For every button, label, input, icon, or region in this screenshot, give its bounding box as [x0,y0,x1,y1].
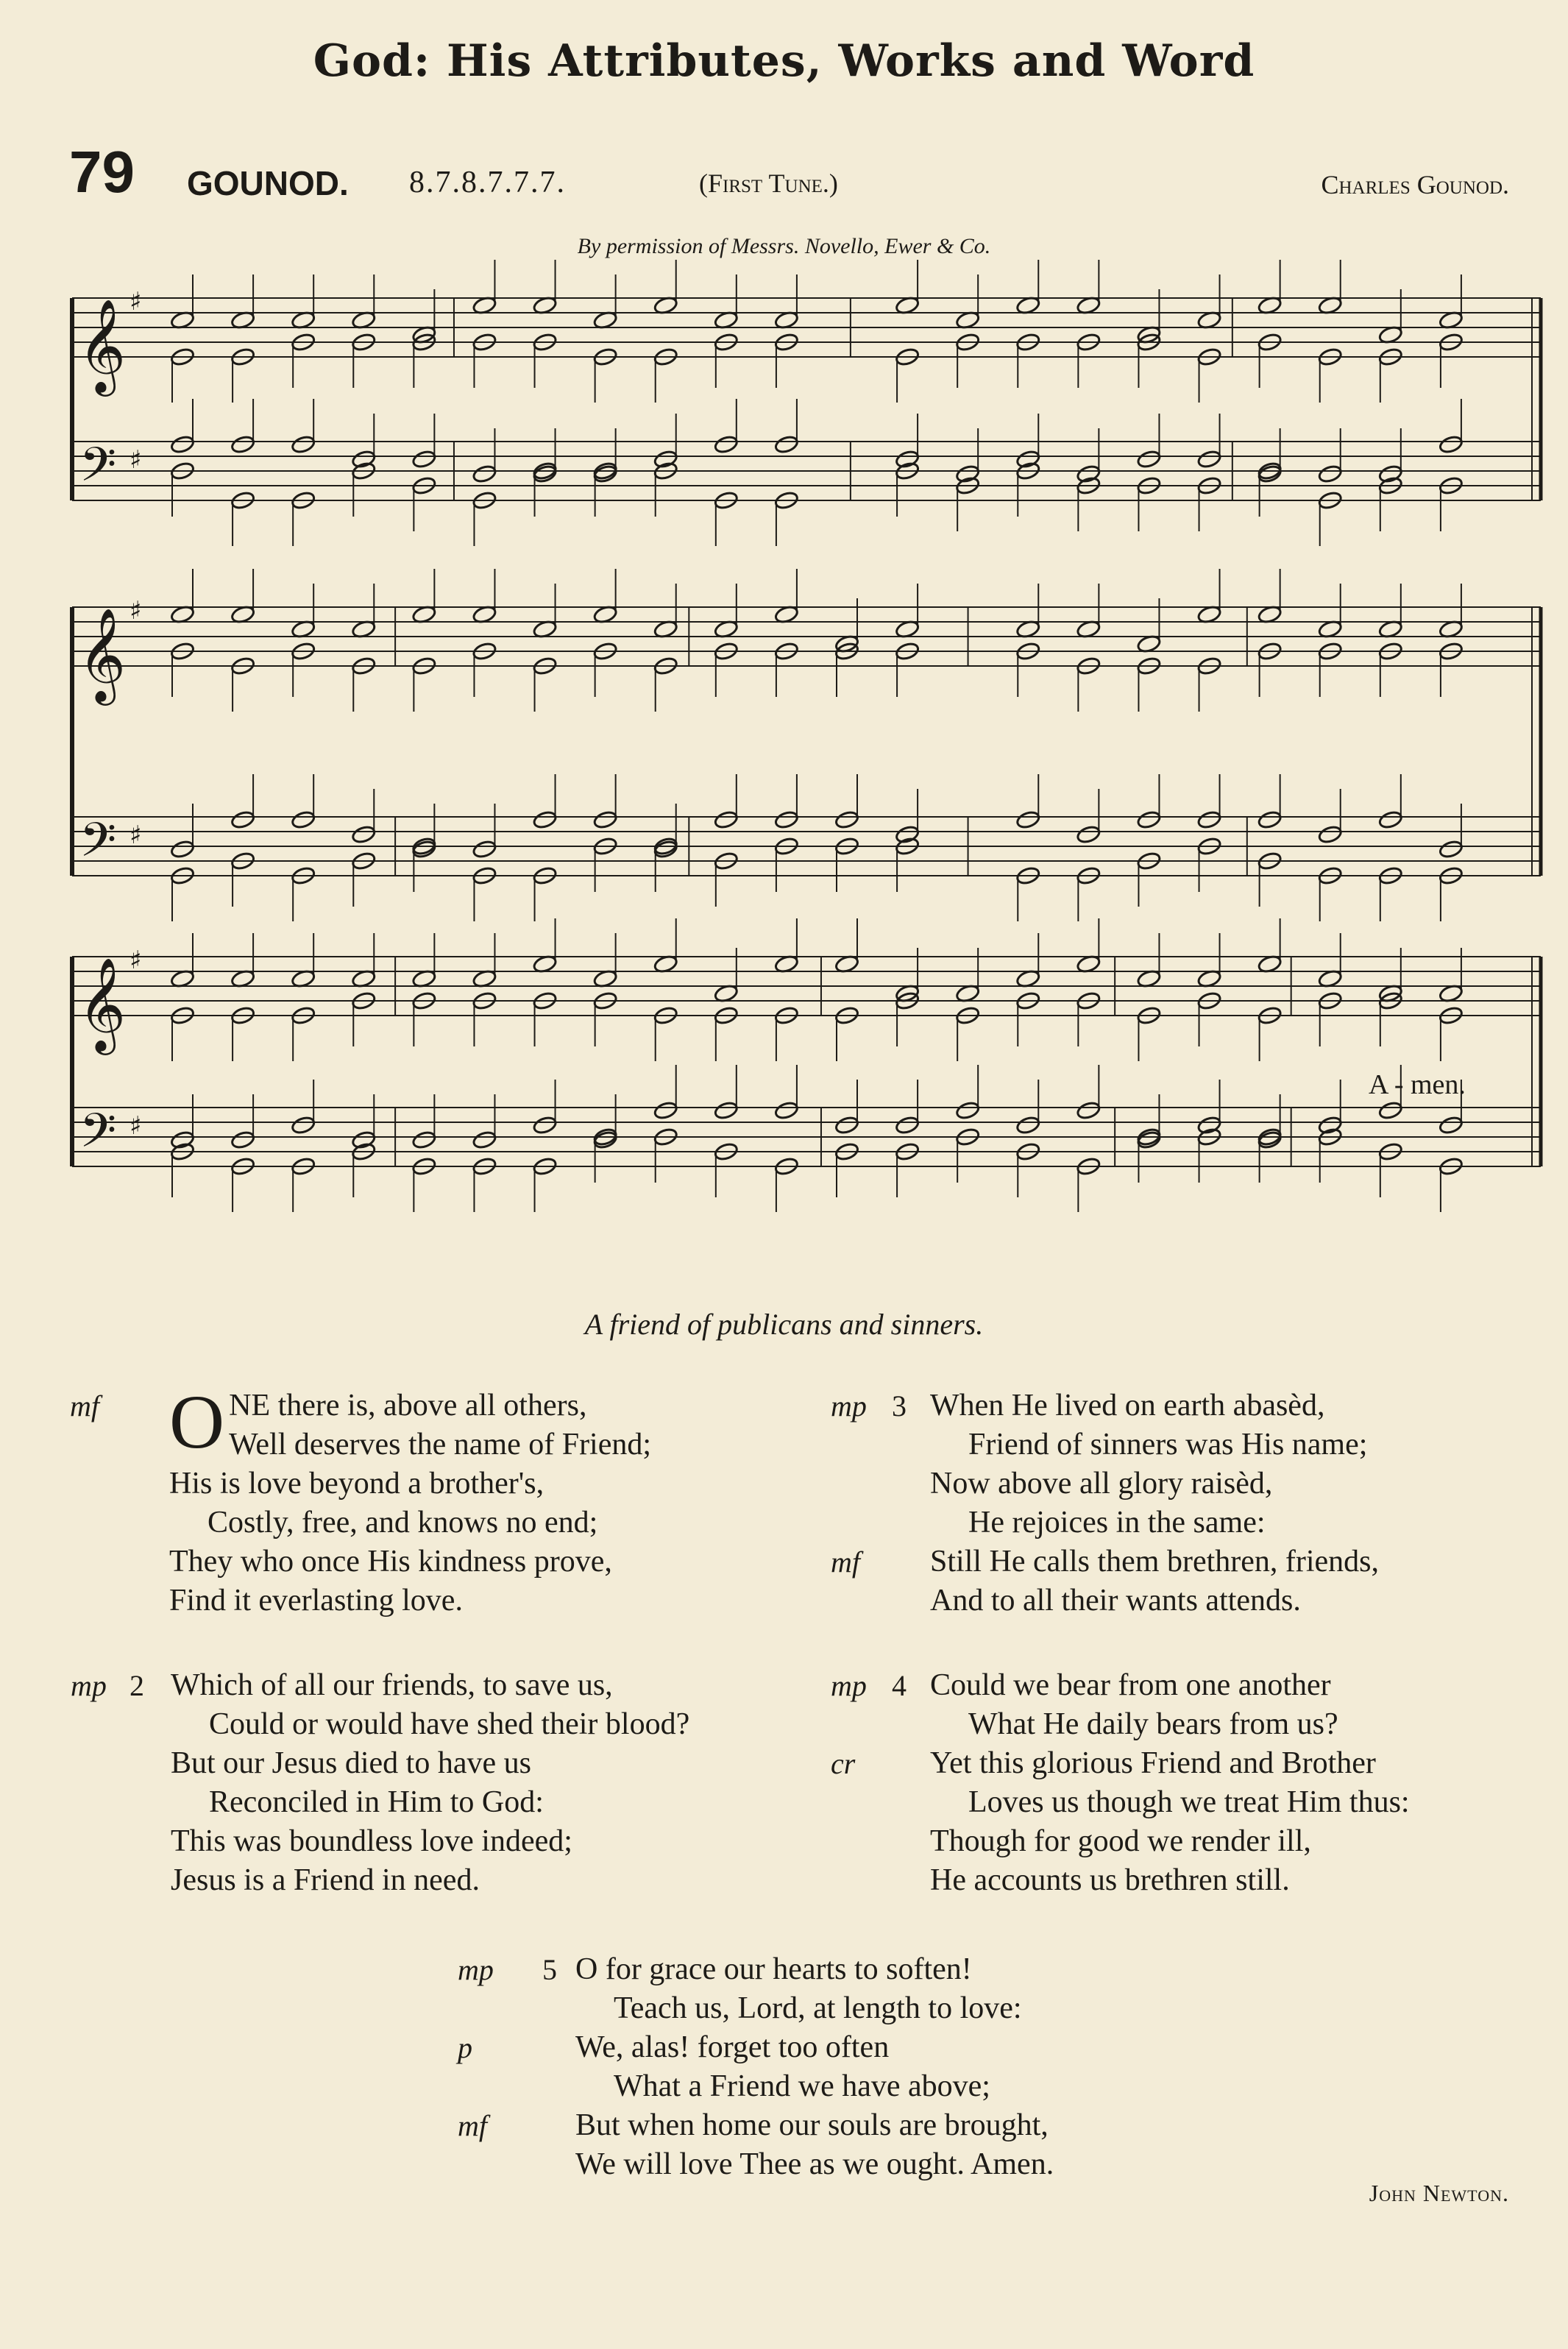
note-head [230,809,255,829]
key-signature-sharp: ♯ [130,821,142,850]
verse-line: Still He calls them brethren, friends, [930,1545,1380,1579]
verse-line: What He daily bears from us? [968,1707,1338,1741]
note-head [592,809,617,829]
permission-note: By permission of Messrs. Novello, Ewer & Co. [577,234,991,258]
note-head [774,809,799,829]
verse-line: Find it everlasting love. [169,1584,463,1618]
note-head [1378,1100,1403,1120]
verse-line: Reconciled in Him to God: [209,1785,544,1819]
verse-line: Could we bear from one another [930,1668,1331,1702]
note-head [1136,449,1161,469]
note-head [1076,824,1101,844]
note-head [1257,809,1282,829]
verse-line: We, alas! forget too often [575,2030,890,2064]
verse-line: His is love beyond a brother's, [169,1467,544,1501]
verse-line: Teach us, Lord, at length to love: [614,1991,1022,2025]
key-signature-sharp: ♯ [130,445,142,475]
note-head [532,809,557,829]
note-head [714,434,739,454]
note-head [1438,839,1464,859]
note-head [1438,434,1464,454]
hymn-number: 79 [69,139,135,205]
note-head [472,464,497,483]
note-head [1318,824,1343,844]
verse-5 [458,1950,1296,2184]
note-head [653,1100,678,1120]
dynamic-mark: mp [458,1953,494,1986]
note-head [472,1130,497,1149]
composer: Charles Gounod. [1321,170,1509,199]
note-head [291,1115,316,1135]
verse-1 [70,1380,802,1620]
dynamic-mark: mp [831,1669,867,1702]
dynamic-mark: mf [70,1389,99,1422]
note-head [774,434,799,454]
verse-line: O for grace our hearts to soften! [575,1952,972,1986]
dynamic-mark: mp [71,1669,107,1702]
tune-name: GOUNOD. [187,164,349,202]
verse-line: But our Jesus died to have us [171,1746,531,1780]
verse-line: Costly, free, and knows no end; [207,1506,598,1540]
verse-line: When He lived on earth abasèd, [930,1389,1325,1422]
verse-line: And to all their wants attends. [930,1584,1301,1618]
note-head [1136,809,1161,829]
verse-line: This was boundless love indeed; [171,1824,572,1858]
key-signature-sharp: ♯ [130,1111,142,1141]
verse-line: Loves us though we treat Him thus: [968,1785,1410,1819]
note-head [714,809,739,829]
note-head [411,1130,436,1149]
dynamic-mark: mp [831,1389,867,1422]
note-head [472,839,497,859]
note-head [291,434,316,454]
verse-line: Friend of sinners was His name; [968,1428,1368,1462]
note-head [1196,809,1221,829]
note-head [230,1130,255,1149]
verse-line: He accounts us brethren still. [930,1863,1290,1897]
treble-clef: 𝄞 [78,298,127,392]
note-head [1076,1100,1101,1120]
verse-line: NE there is, above all others, [229,1389,587,1422]
bass-clef: 𝄢 [79,813,117,879]
note-head [714,1100,739,1120]
note-head [1318,464,1343,483]
verse-number: 5 [542,1953,557,1986]
note-head [291,809,316,829]
page-header-title: God: His Attributes, Works and Word [313,35,1255,87]
note-head [411,449,436,469]
note-head [774,1100,799,1120]
verse-line: Jesus is a Friend in need. [171,1863,480,1897]
verse-line: But when home our souls are brought, [575,2108,1049,2142]
verse-line: What a Friend we have above; [614,2069,990,2103]
note-head [170,434,195,454]
verse-number: 4 [892,1669,907,1702]
verse-line: They who once His kindness prove, [169,1545,612,1579]
dynamic-mark: mf [831,1545,860,1579]
drop-cap: O [169,1380,225,1464]
dynamic-mark: cr [831,1747,856,1780]
hymn-author: John Newton. [1369,2180,1509,2206]
verse-line: Well deserves the name of Friend; [229,1428,652,1462]
verse-number: 2 [130,1669,144,1702]
verse-line: Though for good we render ill, [930,1824,1311,1858]
verse-line: He rejoices in the same: [968,1506,1266,1540]
key-signature-sharp: ♯ [130,946,142,975]
note-head [1196,449,1221,469]
verse-2 [71,1666,803,1900]
meter: 8.7.8.7.7.7. [409,166,566,199]
key-signature-sharp: ♯ [130,596,142,626]
verse-line: Now above all glory raisèd, [930,1467,1273,1501]
note-head [1378,809,1403,829]
verse-number: 3 [892,1389,907,1422]
dynamic-mark: p [458,2031,472,2064]
hymn-subtitle: A friend of publicans and sinners. [584,1308,984,1341]
note-head [1015,1115,1040,1135]
tune-note: (First Tune.) [699,169,838,198]
note-head [955,1100,980,1120]
verse-4 [831,1666,1541,1900]
note-head [230,434,255,454]
note-head [1015,809,1040,829]
dynamic-mark: mf [458,2109,487,2142]
note-head [895,1115,920,1135]
treble-clef: 𝄞 [78,607,127,701]
note-head [834,1115,859,1135]
amen-lyric: A - men. [1369,1069,1466,1100]
verse-3 [831,1386,1541,1620]
verse-line: Which of all our friends, to save us, [171,1668,613,1702]
note-head [351,824,376,844]
key-signature-sharp: ♯ [130,287,142,316]
bass-clef: 𝄢 [79,1104,117,1170]
verse-line: Yet this glorious Friend and Brother [930,1746,1376,1780]
note-head [532,1115,557,1135]
treble-clef: 𝄞 [78,957,127,1051]
bass-clef: 𝄢 [79,438,117,504]
note-head [834,809,859,829]
note-head [1438,1115,1464,1135]
verse-line: We will love Thee as we ought. Amen. [575,2147,1054,2181]
note-head [170,839,195,859]
verse-line: Could or would have shed their blood? [209,1707,690,1741]
